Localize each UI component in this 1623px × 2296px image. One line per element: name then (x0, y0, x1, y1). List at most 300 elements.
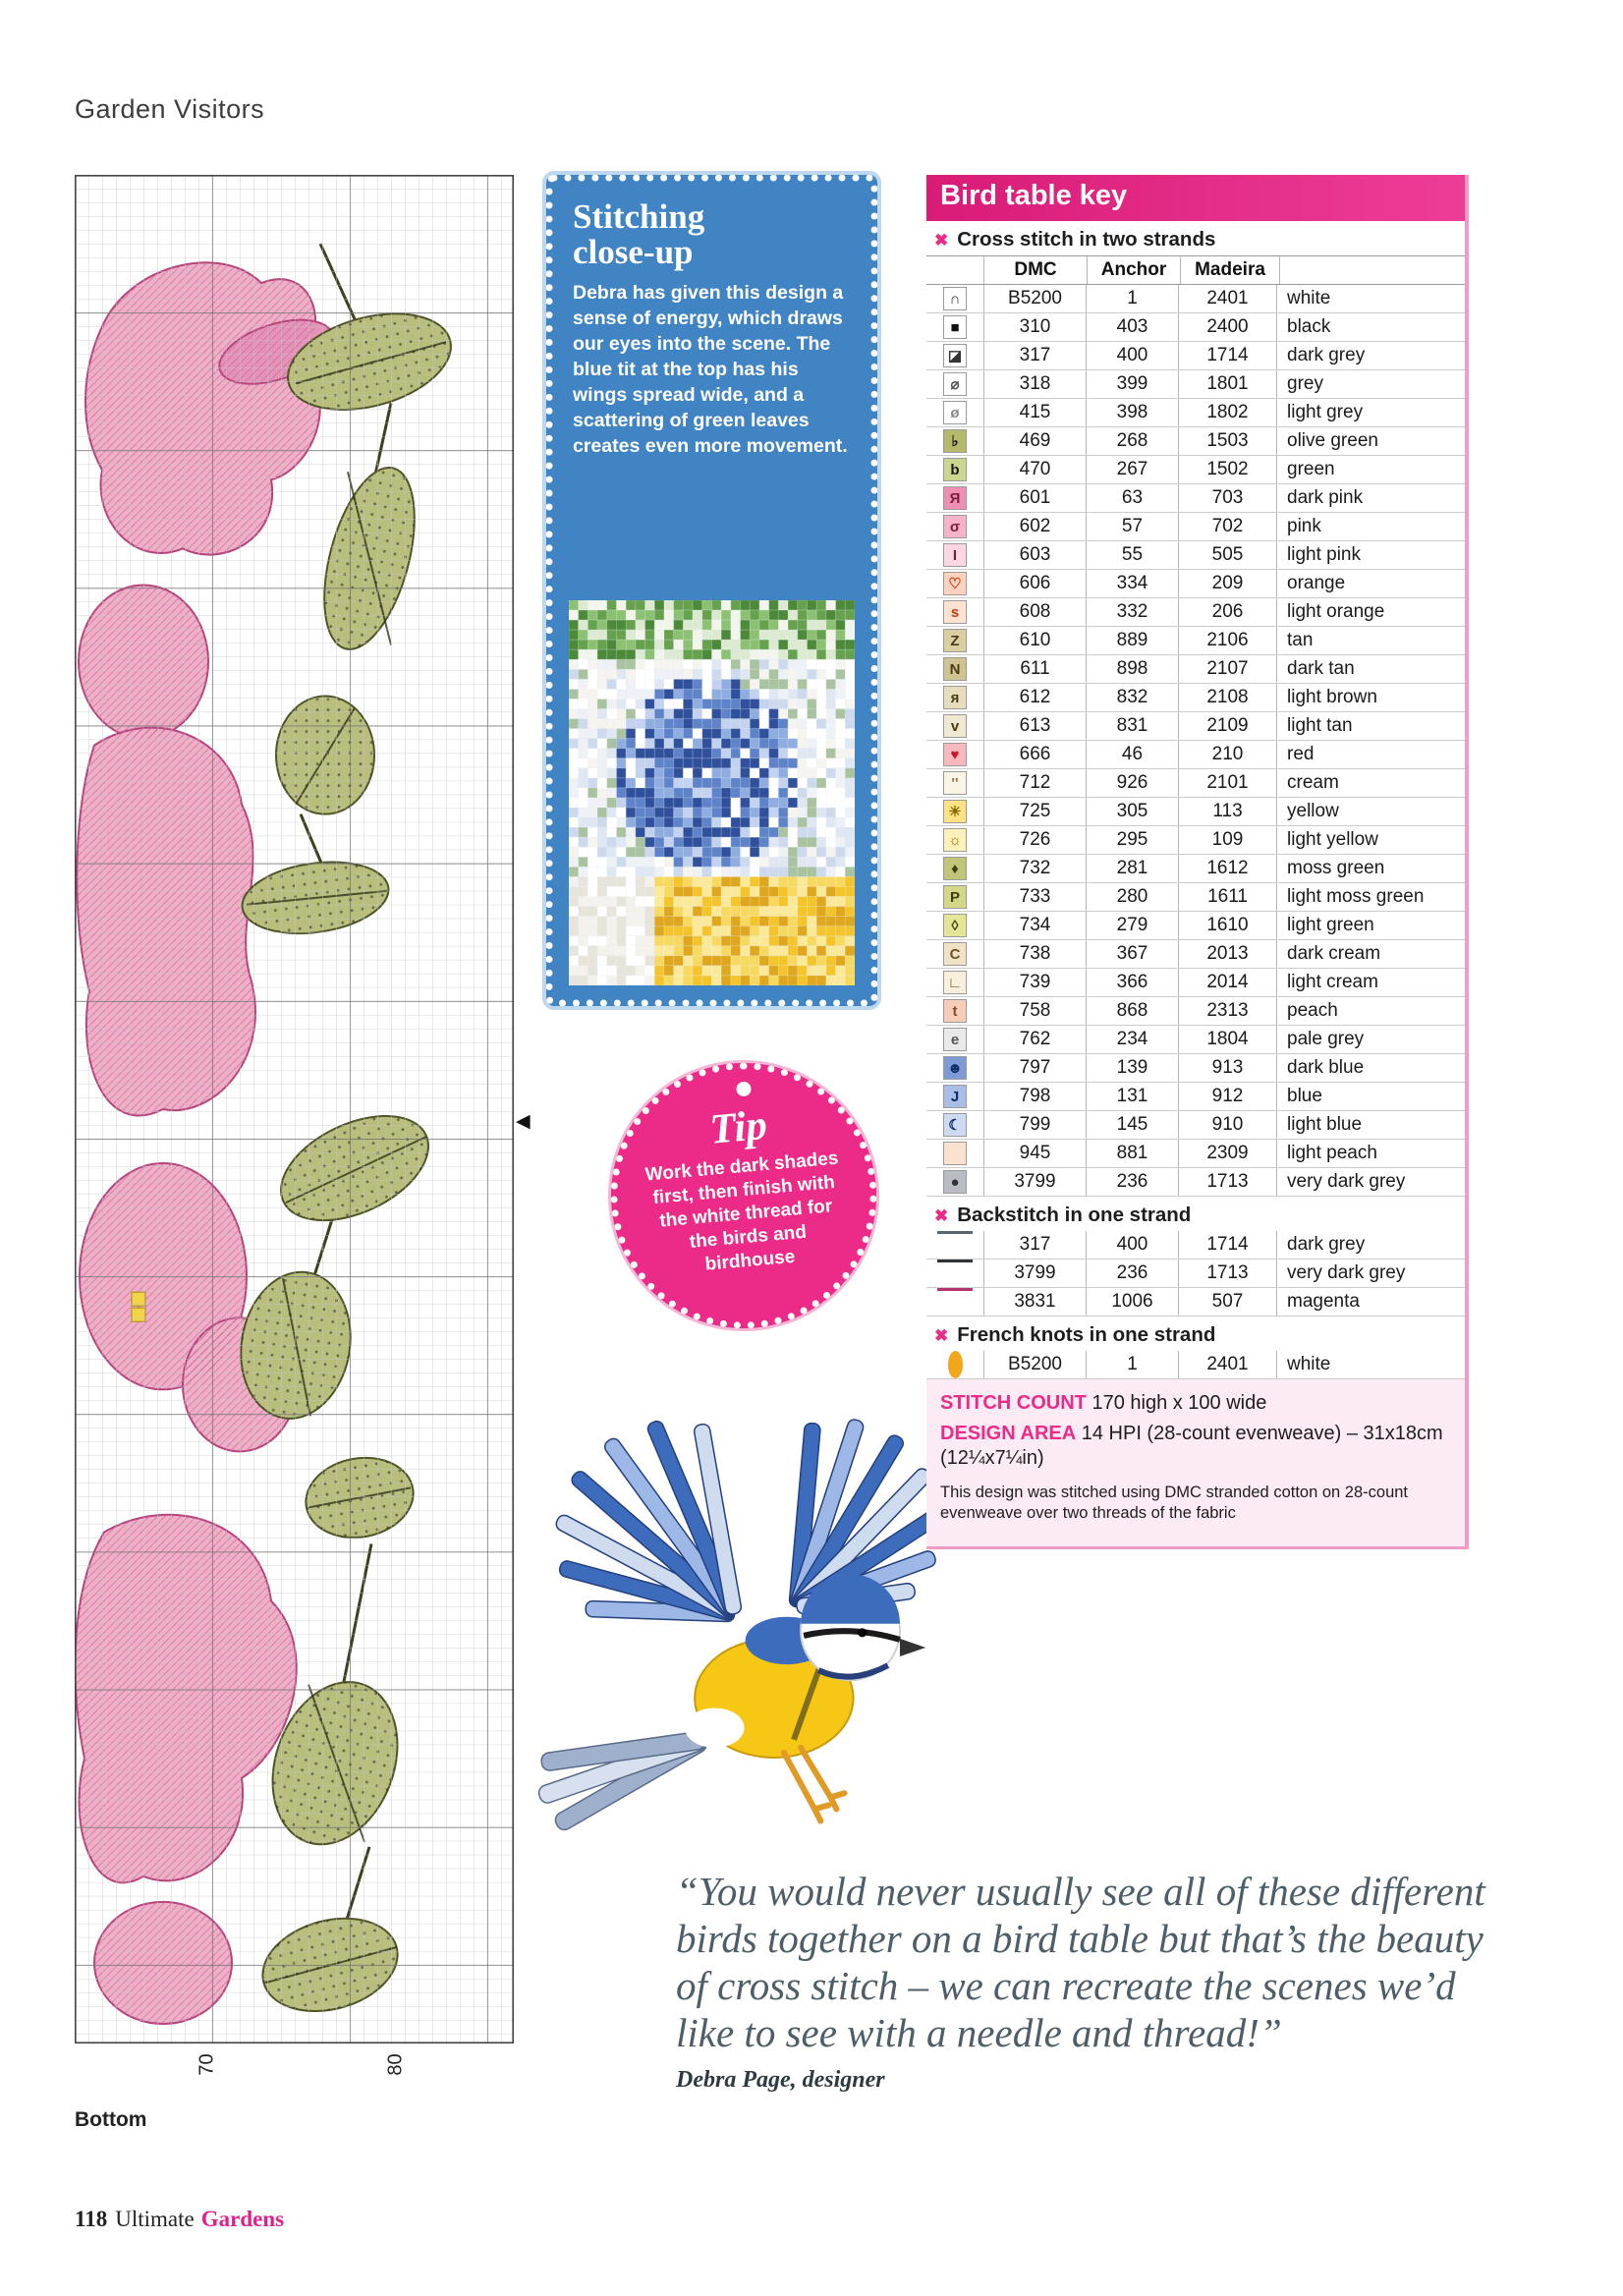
stitch-symbol-icon: ⌀ (943, 372, 967, 396)
dmc-value: 608 (983, 598, 1086, 626)
key-row (926, 798, 1465, 826)
key-row (926, 655, 1465, 684)
badge-dot-icon (737, 1082, 752, 1096)
colour-name: pale grey (1276, 1026, 1465, 1053)
stitch-symbol-icon: ☻ (943, 1056, 967, 1080)
anchor-value: 268 (1086, 427, 1178, 455)
anchor-value: 57 (1086, 513, 1178, 540)
cross-stitch-icon: ✖ (934, 1325, 949, 1345)
row-marker-icon: ◀ (516, 1111, 531, 1132)
symbol-cell (926, 769, 983, 797)
key-row (926, 313, 1465, 342)
madeira-value: 2106 (1178, 627, 1276, 654)
colour-name: magenta (1276, 1288, 1465, 1316)
key-info (926, 1379, 1465, 1546)
backstitch-line-icon (937, 1288, 973, 1316)
key-section-label: French knots in one strand (957, 1323, 1216, 1346)
colour-name: cream (1276, 769, 1465, 797)
madeira-value: 1611 (1178, 883, 1276, 911)
madeira-value: 2401 (1178, 1351, 1276, 1378)
stitch-symbol-icon: ☀ (943, 800, 967, 823)
stitch-symbol-icon: Z (943, 629, 967, 652)
madeira-value: 910 (1178, 1111, 1276, 1139)
anchor-value: 334 (1086, 570, 1178, 597)
dmc-value: 738 (983, 940, 1086, 968)
anchor-value: 399 (1086, 370, 1178, 398)
colour-name: black (1276, 313, 1465, 341)
colour-name: blue (1276, 1083, 1465, 1110)
stitch-symbol-icon: ☼ (943, 828, 967, 852)
cross-stitch-chart (75, 175, 514, 2044)
key-row (926, 712, 1465, 741)
dmc-value: 726 (983, 826, 1086, 854)
symbol-cell (926, 1351, 983, 1378)
anchor-value: 1006 (1086, 1288, 1178, 1316)
key-row (926, 912, 1465, 940)
madeira-value: 2014 (1178, 969, 1276, 996)
anchor-value: 305 (1086, 798, 1178, 825)
symbol-cell (926, 940, 983, 968)
dmc-value: 612 (983, 684, 1086, 711)
fabric-note: This design was stitched using DMC stranded cotton on 28-count evenweave over two threads of the fabric (940, 1484, 1409, 1523)
dmc-value: 610 (983, 627, 1086, 654)
key-row (926, 826, 1465, 855)
dmc-value: 732 (983, 855, 1086, 882)
anchor-value: 898 (1086, 655, 1178, 683)
anchor-value: 145 (1086, 1111, 1178, 1139)
backstitch-line-icon (937, 1231, 973, 1259)
key-row (926, 570, 1465, 598)
anchor-value: 279 (1086, 912, 1178, 939)
symbol-cell (926, 1026, 983, 1053)
stitch-symbol-icon: N (943, 657, 967, 681)
madeira-value: 2401 (1178, 285, 1276, 312)
key-row (926, 627, 1465, 655)
dmc-value: 317 (983, 342, 1086, 369)
anchor-value: 366 (1086, 969, 1178, 996)
colour-name: light peach (1276, 1140, 1465, 1167)
dmc-value: 611 (983, 655, 1086, 683)
key-row (926, 598, 1465, 627)
key-row (926, 513, 1465, 541)
closeup-body: Debra has given this design a sense of energy, which draws our eyes into the scene. The blue tit at the top has his wings spread wide, and a scattering of green leaves creates even more movement. (573, 282, 848, 457)
anchor-value: 1 (1086, 285, 1178, 312)
design-area-line (940, 1422, 1451, 1471)
dmc-value: 3799 (983, 1168, 1086, 1196)
page-footer (75, 2207, 284, 2232)
key-row (926, 484, 1465, 513)
chart-bottom-label: Bottom (75, 2108, 147, 2131)
colour-name: dark tan (1276, 655, 1465, 683)
symbol-cell (926, 969, 983, 996)
madeira-value: 703 (1178, 484, 1276, 512)
dmc-value: 318 (983, 370, 1086, 398)
key-row (926, 741, 1465, 769)
key-column-header (926, 255, 1465, 285)
colour-name: yellow (1276, 798, 1465, 825)
key-row (926, 427, 1465, 456)
dmc-value: 602 (983, 513, 1086, 540)
symbol-cell (926, 1288, 983, 1316)
dmc-value: 415 (983, 399, 1086, 426)
colour-name: peach (1276, 997, 1465, 1025)
dmc-value: 606 (983, 570, 1086, 597)
dmc-value: 734 (983, 912, 1086, 939)
colour-name: light green (1276, 912, 1465, 939)
madeira-value: 206 (1178, 598, 1276, 626)
symbol-cell (926, 627, 983, 654)
stitch-symbol-icon (943, 1142, 967, 1165)
stitch-symbol-icon: t (943, 999, 967, 1023)
colour-name: white (1276, 285, 1465, 312)
backstitch-line-icon (937, 1260, 973, 1287)
symbol-cell (926, 684, 983, 711)
colour-name: light pink (1276, 541, 1465, 569)
madeira-value: 1502 (1178, 456, 1276, 483)
colour-name: moss green (1276, 855, 1465, 882)
magazine-section: Gardens (200, 2207, 285, 2231)
key-row (926, 997, 1465, 1026)
madeira-value: 2109 (1178, 712, 1276, 740)
stitch-symbol-icon: P (943, 885, 967, 909)
stitch-symbol-icon: ∟ (943, 971, 967, 994)
colour-name: tan (1276, 627, 1465, 654)
madeira-value: 1713 (1178, 1168, 1276, 1196)
chart-column-number: 70 (196, 2053, 218, 2076)
colour-name: very dark grey (1276, 1260, 1465, 1287)
tip-title: Tip (707, 1101, 769, 1153)
madeira-value: 1802 (1178, 399, 1276, 426)
anchor-value: 63 (1086, 484, 1178, 512)
anchor-value: 889 (1086, 627, 1178, 654)
anchor-value: 400 (1086, 1231, 1178, 1259)
dmc-value: 945 (983, 1140, 1086, 1167)
stitch-symbol-icon: я (943, 686, 967, 709)
key-row (926, 684, 1465, 712)
madeira-value: 2108 (1178, 684, 1276, 711)
key-row (926, 940, 1465, 969)
symbol-cell (926, 912, 983, 939)
madeira-value: 505 (1178, 541, 1276, 569)
anchor-value: 139 (1086, 1054, 1178, 1082)
madeira-value: 1612 (1178, 855, 1276, 882)
tip-body: Work the dark shades first, then finish with the white thread for the birds and birdhouse (644, 1148, 840, 1275)
madeira-value: 210 (1178, 741, 1276, 768)
dmc-value: 799 (983, 1111, 1086, 1139)
chart-column-number: 80 (384, 2053, 407, 2076)
symbol-cell (926, 342, 983, 369)
cross-stitch-icon: ✖ (934, 230, 949, 250)
madeira-value: 209 (1178, 570, 1276, 597)
design-area-label: DESIGN AREA (940, 1423, 1077, 1444)
key-row (926, 769, 1465, 798)
key-section-label: Cross stitch in two strands (957, 228, 1216, 251)
stitch-symbol-icon: I (943, 543, 967, 567)
stitched-bluetit-photo (569, 600, 855, 985)
stitch-symbol-icon: ♡ (943, 572, 967, 595)
madeira-value: 1610 (1178, 912, 1276, 939)
symbol-cell (926, 855, 983, 882)
stitch-symbol-icon: v (943, 714, 967, 738)
column-header-madeira: Madeira (1180, 256, 1279, 284)
key-row (926, 399, 1465, 427)
symbol-cell (926, 513, 983, 540)
anchor-value: 281 (1086, 855, 1178, 882)
colour-name: light moss green (1276, 883, 1465, 911)
symbol-cell (926, 1111, 983, 1139)
colour-name: light grey (1276, 399, 1465, 426)
quote-text: “You would never usually see all of these different birds together on a bird table but that’s the beauty of cross stitch – we can recreate the scenes we’d like to see with a needle and thread!” (676, 1869, 1485, 2055)
blue-tit-graphic (531, 1312, 938, 1876)
colour-name: olive green (1276, 427, 1465, 455)
key-row (926, 285, 1465, 313)
anchor-value: 267 (1086, 456, 1178, 483)
anchor-value: 881 (1086, 1140, 1178, 1167)
key-table (926, 221, 1465, 1379)
column-header-blank (1279, 256, 1465, 284)
colour-name: dark cream (1276, 940, 1465, 968)
madeira-value: 1714 (1178, 342, 1276, 369)
key-row (926, 1083, 1465, 1111)
dmc-value: 762 (983, 1026, 1086, 1053)
key-row (926, 541, 1465, 570)
anchor-value: 400 (1086, 342, 1178, 369)
tip-badge (611, 1063, 876, 1328)
key-row (926, 855, 1465, 883)
symbol-cell (926, 1260, 983, 1287)
dmc-value: 603 (983, 541, 1086, 569)
dmc-value: 310 (983, 313, 1086, 341)
magazine-name: Ultimate (115, 2207, 195, 2231)
key-section-header (926, 1316, 1465, 1351)
stitch-symbol-icon: ☾ (943, 1113, 967, 1137)
dmc-value: 798 (983, 1083, 1086, 1110)
colour-name: very dark grey (1276, 1168, 1465, 1196)
madeira-value: 1801 (1178, 370, 1276, 398)
dmc-value: B5200 (983, 1351, 1086, 1378)
anchor-value: 236 (1086, 1168, 1178, 1196)
key-row (926, 969, 1465, 997)
key-row (926, 1168, 1465, 1197)
colour-name: light brown (1276, 684, 1465, 711)
column-header-anchor: Anchor (1087, 256, 1180, 284)
blue-tit-illustration (531, 1312, 938, 1876)
madeira-value: 2107 (1178, 655, 1276, 683)
symbol-cell (926, 313, 983, 341)
symbol-cell (926, 399, 983, 426)
symbol-cell (926, 826, 983, 854)
closeup-photo (569, 600, 855, 985)
key-row (926, 1351, 1465, 1379)
key-row (926, 1111, 1465, 1140)
symbol-cell (926, 997, 983, 1025)
closeup-title: Stitching close-up (573, 197, 705, 271)
symbol-cell (926, 1083, 983, 1110)
key-row (926, 1260, 1465, 1288)
dmc-value: 733 (983, 883, 1086, 911)
stitch-symbol-icon: e (943, 1028, 967, 1051)
key-row (926, 883, 1465, 912)
anchor-value: 55 (1086, 541, 1178, 569)
madeira-value: 1503 (1178, 427, 1276, 455)
stitch-symbol-icon: σ (943, 515, 967, 538)
colour-name: green (1276, 456, 1465, 483)
colour-name: red (1276, 741, 1465, 768)
madeira-value: 113 (1178, 798, 1276, 825)
key-row (926, 370, 1465, 399)
dmc-value: 317 (983, 1231, 1086, 1259)
madeira-value: 912 (1178, 1083, 1276, 1110)
colour-name: light blue (1276, 1111, 1465, 1139)
colour-name: dark grey (1276, 1231, 1465, 1259)
dmc-value: 739 (983, 969, 1086, 996)
stitch-symbol-icon: J (943, 1085, 967, 1108)
symbol-cell (926, 741, 983, 768)
anchor-value: 868 (1086, 997, 1178, 1025)
stitch-symbol-icon: ◪ (943, 344, 967, 367)
madeira-value: 2309 (1178, 1140, 1276, 1167)
stitch-symbol-icon: ♦ (943, 857, 967, 880)
madeira-value: 2101 (1178, 769, 1276, 797)
dmc-value: 3831 (983, 1288, 1086, 1316)
symbol-cell (926, 1231, 983, 1259)
colour-name: grey (1276, 370, 1465, 398)
bird-table-key (926, 175, 1469, 1549)
stitch-symbol-icon: ♭ (943, 429, 967, 453)
key-row (926, 1288, 1465, 1316)
symbol-cell (926, 570, 983, 597)
dmc-value: 758 (983, 997, 1086, 1025)
madeira-value: 1714 (1178, 1231, 1276, 1259)
dmc-value: 797 (983, 1054, 1086, 1082)
colour-name: white (1276, 1351, 1465, 1378)
key-row (926, 456, 1465, 484)
stitching-closeup-panel (546, 175, 877, 1006)
anchor-value: 398 (1086, 399, 1178, 426)
symbol-cell (926, 484, 983, 512)
madeira-value: 1804 (1178, 1026, 1276, 1053)
symbol-cell (926, 370, 983, 398)
symbol-cell (926, 655, 983, 683)
stitch-symbol-icon: ♥ (943, 743, 967, 766)
colour-name: light orange (1276, 598, 1465, 626)
dmc-value: 725 (983, 798, 1086, 825)
dmc-value: 666 (983, 741, 1086, 768)
madeira-value: 507 (1178, 1288, 1276, 1316)
colour-name: light yellow (1276, 826, 1465, 854)
stitch-symbol-icon: s (943, 600, 967, 624)
stitch-symbol-icon: Я (943, 486, 967, 510)
colour-name: pink (1276, 513, 1465, 540)
dmc-value: 3799 (983, 1260, 1086, 1287)
dmc-value: 613 (983, 712, 1086, 740)
french-knot-dot-icon (948, 1351, 963, 1378)
madeira-value: 913 (1178, 1054, 1276, 1082)
colour-name: dark grey (1276, 342, 1465, 369)
dmc-value: 469 (983, 427, 1086, 455)
madeira-value: 2013 (1178, 940, 1276, 968)
anchor-value: 403 (1086, 313, 1178, 341)
stitch-count-label: STITCH COUNT (940, 1392, 1087, 1414)
dmc-value: B5200 (983, 285, 1086, 312)
symbol-cell (926, 427, 983, 455)
symbol-cell (926, 712, 983, 740)
stitch-count-value: 170 high x 100 wide (1091, 1392, 1267, 1414)
key-section-label: Backstitch in one strand (957, 1204, 1192, 1226)
key-row (926, 1140, 1465, 1168)
anchor-value: 234 (1086, 1026, 1178, 1053)
stitch-symbol-icon: ∩ (943, 287, 967, 310)
anchor-value: 236 (1086, 1260, 1178, 1287)
key-row (926, 1231, 1465, 1260)
symbol-cell (926, 883, 983, 911)
anchor-value: 46 (1086, 741, 1178, 768)
symbol-cell (926, 1054, 983, 1082)
symbol-cell (926, 456, 983, 483)
key-title: Bird table key (926, 175, 1465, 221)
anchor-value: 926 (1086, 769, 1178, 797)
anchor-value: 831 (1086, 712, 1178, 740)
anchor-value: 295 (1086, 826, 1178, 854)
symbol-cell (926, 798, 983, 825)
stitch-symbol-icon: ■ (943, 315, 967, 339)
key-row (926, 342, 1465, 370)
madeira-value: 1713 (1178, 1260, 1276, 1287)
symbol-cell (926, 285, 983, 312)
section-heading: Garden Visitors (75, 94, 265, 124)
page-number: 118 (75, 2207, 108, 2231)
madeira-value: 109 (1178, 826, 1276, 854)
stitch-symbol-icon: ● (943, 1170, 967, 1194)
design-area-value: 14 HPI (28-count evenweave) – 31x18cm (12¼x7¼in) (940, 1423, 1443, 1469)
stitch-symbol-icon: ø (943, 401, 967, 424)
chart-graphic (75, 175, 514, 2044)
symbol-cell (926, 541, 983, 569)
symbol-cell (926, 1140, 983, 1167)
anchor-value: 1 (1086, 1351, 1178, 1378)
anchor-value: 367 (1086, 940, 1178, 968)
madeira-value: 2400 (1178, 313, 1276, 341)
anchor-value: 131 (1086, 1083, 1178, 1110)
key-section-header (926, 221, 1465, 255)
key-row (926, 1026, 1465, 1054)
anchor-value: 832 (1086, 684, 1178, 711)
pull-quote (676, 1869, 1499, 2094)
cross-stitch-icon: ✖ (934, 1205, 949, 1225)
stitch-symbol-icon: b (943, 458, 967, 481)
madeira-value: 702 (1178, 513, 1276, 540)
dmc-value: 712 (983, 769, 1086, 797)
column-header-blank (926, 256, 983, 284)
stitch-count-line (940, 1391, 1451, 1416)
key-section-header (926, 1197, 1465, 1231)
symbol-cell (926, 1168, 983, 1196)
anchor-value: 332 (1086, 598, 1178, 626)
quote-attribution: Debra Page, designer (676, 2066, 885, 2093)
madeira-value: 2313 (1178, 997, 1276, 1025)
anchor-value: 280 (1086, 883, 1178, 911)
colour-name: light cream (1276, 969, 1465, 996)
colour-name: orange (1276, 570, 1465, 597)
symbol-cell (926, 598, 983, 626)
dmc-value: 601 (983, 484, 1086, 512)
colour-name: dark pink (1276, 484, 1465, 512)
column-header-dmc: DMC (983, 256, 1087, 284)
stitch-symbol-icon: C (943, 942, 967, 966)
stitch-symbol-icon: '' (943, 771, 967, 795)
stitch-symbol-icon: ◊ (943, 914, 967, 937)
colour-name: light tan (1276, 712, 1465, 740)
